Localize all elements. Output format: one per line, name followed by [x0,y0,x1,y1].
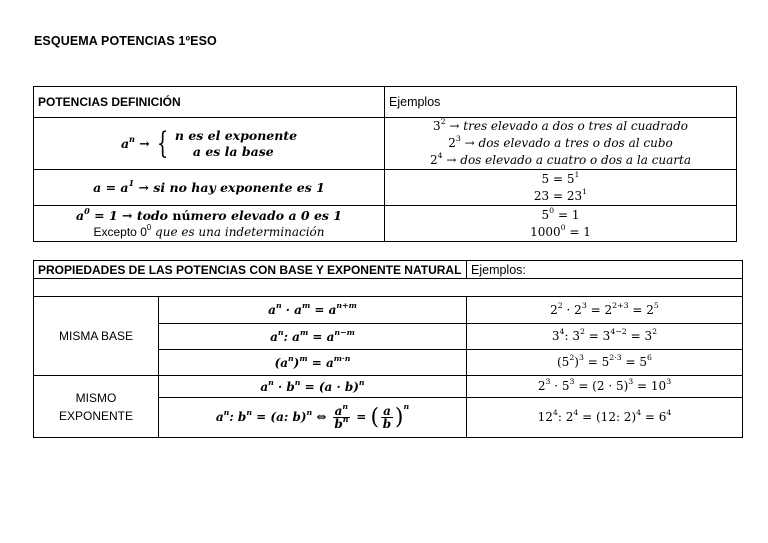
quotient-same-base-example: $3^4$: $3^2 = 3^{4-2} = 3^2$ [467,324,743,350]
product-same-base-formula: $a^n \cdot a^m = a^{n+m}$ [159,297,467,324]
exponent-zero-examples [385,206,737,242]
examples-header: Ejemplos [385,87,737,118]
group-same-exponent: MISMO EXPONENTE [34,376,159,438]
quotient-same-exponent-example: $12^4$: $2^4 = (12$: $2)^4 = 6^4$ [467,398,743,438]
table-row [34,87,737,118]
table-row [34,297,743,324]
definition-table [33,86,737,242]
product-same-base-example: $2^2 \cdot 2^3 = 2^{2+3} = 2^5$ [467,297,743,324]
table-row [34,170,737,206]
table-row [34,206,737,242]
properties-table [33,260,743,438]
table-row [34,279,743,297]
exponent-line: n es el exponente [174,127,298,143]
properties-examples-header: Ejemplos: [467,261,743,279]
list-item: $5^0 = 1$ [541,205,580,222]
power-definition-formula: $a^n$ → { n es el exponente a es la base [34,118,385,170]
page-title: ESQUEMA POTENCIAS 1ºESO [34,34,217,48]
exponent-one-rule: $a = a^1$ → si no hay exponente es 1 [34,170,385,206]
definition-header: POTENCIAS DEFINICIÓN [34,87,385,118]
list-item: $2^4$ → dos elevado a cuatro o dos a la cuarta [429,151,692,167]
exponent-one-examples [385,170,737,206]
properties-header: PROPIEDADES DE LAS POTENCIAS CON BASE Y EXPONENTE NATURAL [34,261,467,279]
quotient-same-base-formula: $a^n$: $a^m = a^{n-m}$ [159,324,467,350]
table-row [34,118,737,170]
definition-examples [385,118,737,170]
fraction: $\frac{a}{b}$ [382,404,392,431]
base-line: a es la base [192,143,274,159]
power-of-power-example: $(5^2)^3 = 5^{2\cdot 3} = 5^6$ [467,350,743,376]
product-same-exponent-formula: $a^n \cdot b^n = (a \cdot b)^n$ [159,376,467,398]
list-item: $23 = 23^1$ [533,186,588,203]
table-row [34,261,743,279]
product-same-exponent-example: $2^3 \cdot 5^3 = (2 \cdot 5)^3 = 10^3$ [467,376,743,398]
fraction: $\frac{a^n}{b^n}$ [334,402,349,431]
empty-row [34,279,743,297]
table-row [34,376,743,398]
quotient-same-exponent-formula: $a^n$: $b^n = (a$: b)$^n$ ⇔ $\frac{a^n}{b^n}$ = ( $\frac{a}{b}$ )$^n$ [159,398,467,438]
list-item: $3^2$ → tres elevado a dos o tres al cuadrado [432,117,689,133]
list-item: $5 = 5^1$ [541,169,580,186]
list-item: $2^3$ → dos elevado a tres o dos al cubo [448,134,673,150]
power-of-power-formula: $(a^n)^m = a^{m\cdot n}$ [159,350,467,376]
group-same-base: MISMA BASE [34,297,159,376]
list-item: $1000^0 = 1$ [530,222,591,239]
exponent-zero-rule: $a^0 = 1$ → todo número elevado a 0 es 1 Excepto $0^0$ que es una indeterminación [34,206,385,242]
